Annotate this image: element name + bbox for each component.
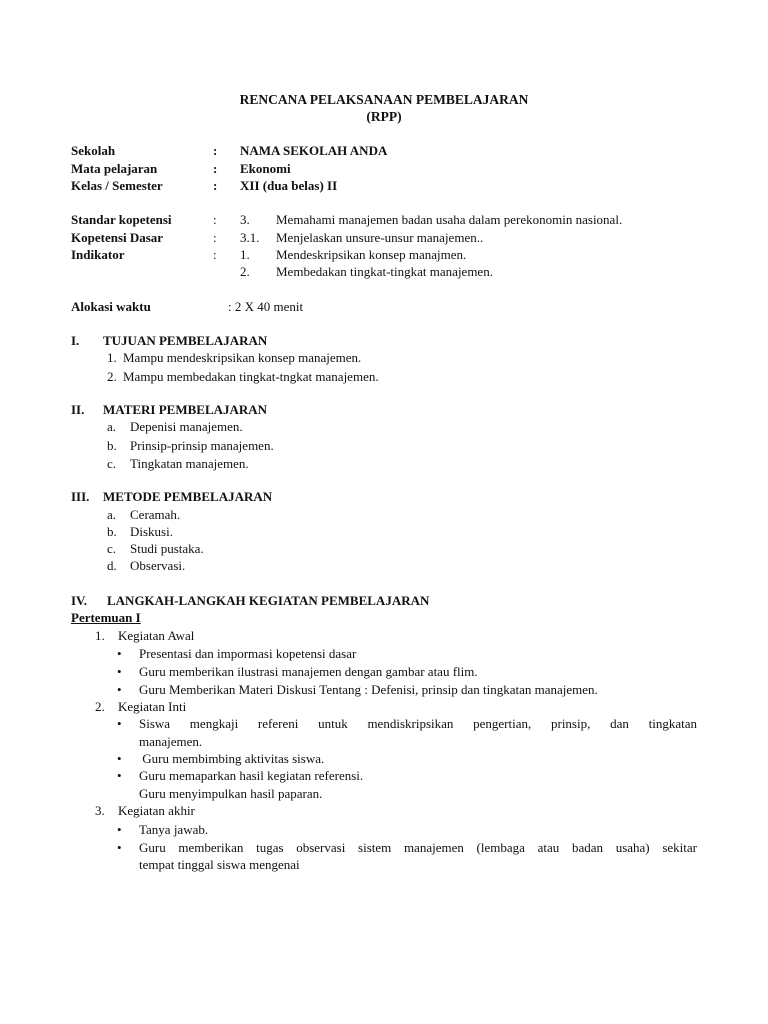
list-marker: 2. [107, 369, 117, 384]
list-marker: d. [107, 558, 117, 573]
list-marker: b. [107, 438, 117, 453]
activity-number: 2. [95, 699, 105, 714]
bullet-text: Guru memberikan tugas observasi sistem manajemen (lembaga atau badan usaha) sekitar [139, 840, 697, 855]
section-heading: MATERI PEMBELAJARAN [103, 402, 268, 417]
section-number: III. [71, 489, 90, 504]
list-marker: 1. [107, 350, 117, 365]
standar-number: 3. [240, 212, 250, 227]
list-marker: c. [107, 541, 117, 556]
list-marker: a. [107, 419, 117, 434]
bullet-text-continued: manajemen. [139, 734, 203, 749]
bullet-text: Siswa mengkaji refereni untuk mendiskripsikan pengertian, prinsip, dan tingkatan [139, 716, 697, 731]
activity-number: 3. [95, 803, 105, 818]
bullet-icon: • [117, 646, 122, 661]
list-item: Prinsip-prinsip manajemen. [130, 438, 274, 453]
bullet-icon: • [117, 682, 122, 697]
list-marker: c. [107, 456, 117, 471]
identity-colon: : [213, 161, 218, 176]
identity-value: Ekonomi [240, 161, 291, 176]
indikator-number: 2. [240, 264, 250, 279]
section-heading: LANGKAH-LANGKAH KEGIATAN PEMBELAJARAN [107, 593, 430, 608]
list-item: Tingkatan manajemen. [130, 456, 249, 471]
list-item: Studi pustaka. [130, 541, 204, 556]
list-item: Mampu mendeskripsikan konsep manajemen. [123, 350, 362, 365]
standar-colon: : [213, 212, 217, 227]
bullet-icon: • [117, 751, 122, 766]
activity-number: 1. [95, 628, 105, 643]
indikator-colon: : [213, 247, 217, 262]
bullet-icon: • [117, 822, 122, 837]
indikator-text: Membedakan tingkat-tingkat manajemen. [276, 264, 493, 279]
identity-label: Sekolah [71, 143, 116, 158]
bullet-text: Guru memaparkan hasil kegiatan referensi. [139, 768, 364, 783]
list-item: Observasi. [130, 558, 186, 573]
bullet-icon: • [117, 840, 122, 855]
meeting-heading: Pertemuan I [71, 610, 141, 625]
list-marker: b. [107, 524, 117, 539]
bullet-icon: • [117, 664, 122, 679]
bullet-text: Guru membimbing aktivitas siswa. [139, 751, 325, 766]
list-item: Diskusi. [130, 524, 173, 539]
list-item: Mampu membedakan tingkat-tngkat manajemen. [123, 369, 379, 384]
identity-value: NAMA SEKOLAH ANDA [240, 143, 388, 158]
identity-value: XII (dua belas) II [240, 178, 338, 193]
bullet-text-continued: Guru menyimpulkan hasil paparan. [139, 786, 323, 801]
activity-title: Kegiatan Awal [118, 628, 195, 643]
section-number: I. [71, 333, 80, 348]
bullet-icon: • [117, 716, 122, 731]
alokasi-value: : 2 X 40 menit [228, 299, 304, 314]
dasar-colon: : [213, 230, 217, 245]
bullet-text: Guru memberikan ilustrasi manajemen dengan gambar atau flim. [139, 664, 478, 679]
bullet-icon: • [117, 768, 122, 783]
indikator-label: Indikator [71, 247, 125, 262]
bullet-text: Guru Memberikan Materi Diskusi Tentang : Defenisi, prinsip dan tingkatan manajemen. [139, 682, 598, 697]
bullet-text-continued: tempat tinggal siswa mengenai [139, 857, 300, 872]
section-heading: METODE PEMBELAJARAN [103, 489, 273, 504]
list-item: Ceramah. [130, 507, 181, 522]
document-subtitle: (RPP) [366, 109, 402, 124]
identity-colon: : [213, 143, 218, 158]
section-number: II. [71, 402, 85, 417]
section-number: IV. [71, 593, 88, 608]
section-heading: TUJUAN PEMBELAJARAN [103, 333, 268, 348]
dasar-number: 3.1. [240, 230, 260, 245]
identity-colon: : [213, 178, 218, 193]
activity-title: Kegiatan Inti [118, 699, 187, 714]
bullet-text: Presentasi dan impormasi kopetensi dasar [139, 646, 357, 661]
document-title: RENCANA PELAKSANAAN PEMBELAJARAN [239, 92, 529, 107]
indikator-number: 1. [240, 247, 250, 262]
standar-label: Standar kopetensi [71, 212, 172, 227]
indikator-text: Mendeskripsikan konsep manajmen. [276, 247, 467, 262]
identity-label: Mata pelajaran [71, 161, 158, 176]
standar-text: Memahami manajemen badan usaha dalam perekonomin nasional. [276, 212, 623, 227]
activity-title: Kegiatan akhir [118, 803, 195, 818]
dasar-label: Kopetensi Dasar [71, 230, 164, 245]
identity-label: Kelas / Semester [71, 178, 163, 193]
alokasi-label: Alokasi waktu [71, 299, 151, 314]
list-marker: a. [107, 507, 117, 522]
list-item: Depenisi manajemen. [130, 419, 243, 434]
dasar-text: Menjelaskan unsure-unsur manajemen.. [276, 230, 484, 245]
bullet-text: Tanya jawab. [139, 822, 209, 837]
